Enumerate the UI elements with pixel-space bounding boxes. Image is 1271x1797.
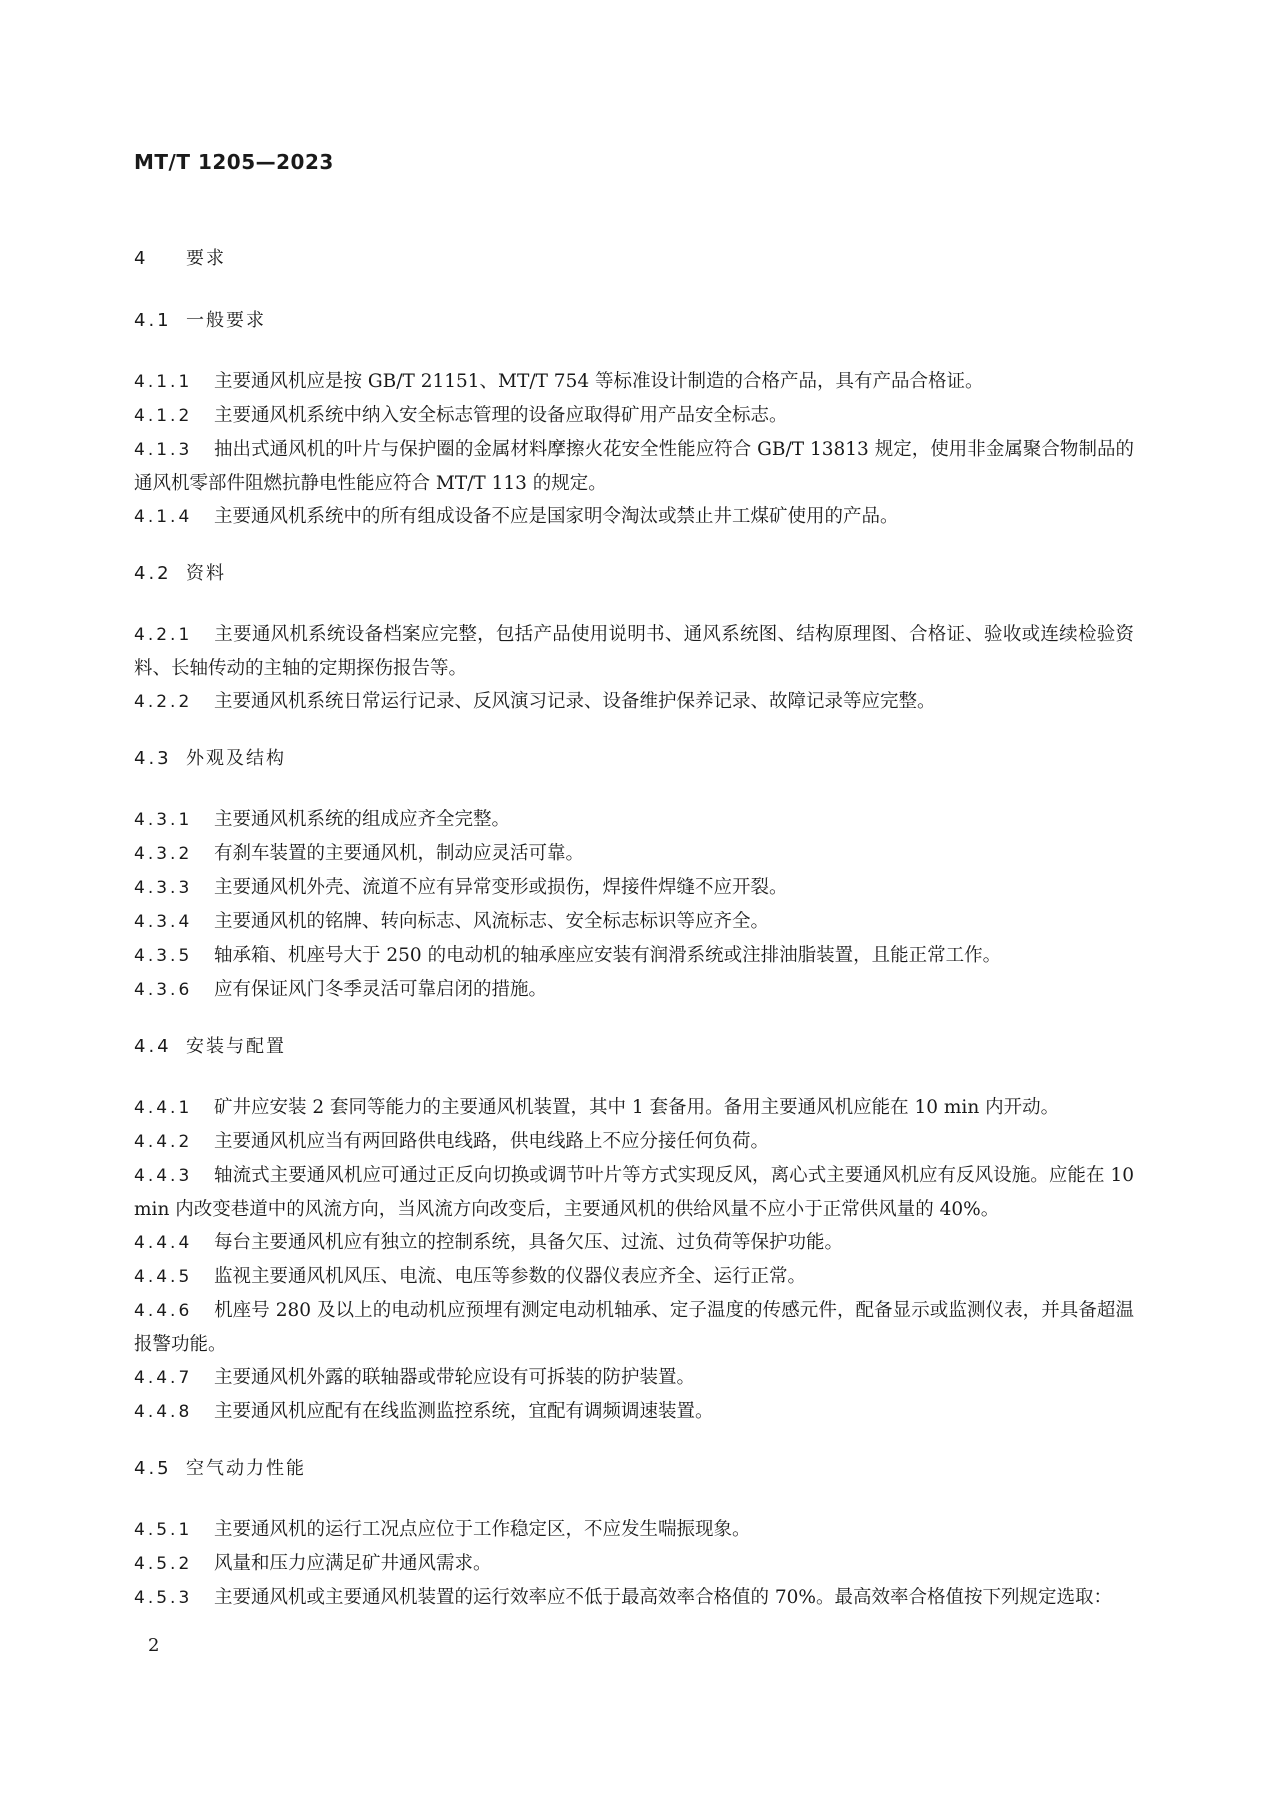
page-number: 2	[148, 1635, 160, 1656]
clause	[134, 433, 1134, 500]
section-title: 资料	[186, 563, 226, 584]
clause	[134, 939, 1134, 973]
clause-number: 4.5.2	[134, 1554, 193, 1574]
chapter-heading	[134, 243, 1134, 275]
clause-text: 有刹车装置的主要通风机，制动应灵活可靠。	[214, 843, 585, 864]
section-heading	[134, 305, 1134, 337]
clause	[134, 1125, 1134, 1159]
clause-text: 主要通风机系统设备档案应完整，包括产品使用说明书、通风系统图、结构原理图、合格证、验收或连续检验资料、长轴传动的主轴的定期探伤报告等。	[134, 624, 1134, 679]
clause-number: 4.1.4	[134, 507, 193, 527]
clause-text: 监视主要通风机风压、电流、电压等参数的仪器仪表应齐全、运行正常。	[214, 1266, 807, 1287]
section-heading	[134, 558, 1134, 590]
clause-number: 4.3.5	[134, 946, 193, 966]
section-number: 4.2	[134, 563, 172, 584]
section-title: 外观及结构	[186, 748, 286, 769]
clause-number: 4.4.5	[134, 1267, 193, 1287]
clause	[134, 803, 1134, 837]
clause-text: 主要通风机系统中纳入安全标志管理的设备应取得矿用产品安全标志。	[214, 405, 788, 426]
section-heading	[134, 1031, 1134, 1063]
clause	[134, 365, 1134, 399]
clause-text: 每台主要通风机应有独立的控制系统，具备欠压、过流、过负荷等保护功能。	[214, 1232, 844, 1253]
clause	[134, 1294, 1134, 1361]
clause	[134, 685, 1134, 719]
section-number: 4.5	[134, 1458, 172, 1479]
clause-number: 4.1.1	[134, 372, 193, 392]
clause-number: 4.2.2	[134, 692, 193, 712]
clause-text: 主要通风机应是按 GB/T 21151、MT/T 754 等标准设计制造的合格产品，具有产品合格证。	[214, 371, 984, 392]
clause	[134, 1361, 1134, 1395]
clause-number: 4.3.1	[134, 810, 193, 830]
section-number: 4.3	[134, 748, 172, 769]
clause	[134, 973, 1134, 1007]
clause-number: 4.5.3	[134, 1588, 193, 1608]
clause-text: 主要通风机系统中的所有组成设备不应是国家明令淘汰或禁止井工煤矿使用的产品。	[214, 506, 899, 527]
clause	[134, 871, 1134, 905]
clause-text: 主要通风机或主要通风机装置的运行效率应不低于最高效率合格值的 70%。最高效率合格值按下列规定选取：	[214, 1587, 1113, 1608]
clause-text: 机座号 280 及以上的电动机应预埋有测定电动机轴承、定子温度的传感元件，配备显示或监测仪表，并具备超温报警功能。	[134, 1300, 1134, 1355]
clause-number: 4.4.4	[134, 1233, 193, 1253]
section-heading	[134, 743, 1134, 775]
clause-text: 主要通风机外壳、流道不应有异常变形或损伤，焊接件焊缝不应开裂。	[214, 877, 788, 898]
section-title: 一般要求	[186, 310, 266, 331]
section-title: 安装与配置	[186, 1036, 286, 1057]
clause-text: 主要通风机外露的联轴器或带轮应设有可拆装的防护装置。	[214, 1367, 696, 1388]
clause-number: 4.1.2	[134, 406, 193, 426]
section-number: 4.4	[134, 1036, 172, 1057]
clause-number: 4.3.2	[134, 844, 193, 864]
clause-number: 4.2.1	[134, 625, 193, 645]
section-number: 4.1	[134, 310, 172, 331]
clause	[134, 837, 1134, 871]
standard-code-header: MT/T 1205—2023	[134, 150, 334, 174]
clause-text: 轴流式主要通风机应可通过正反向切换或调节叶片等方式实现反风，离心式主要通风机应有反风设施。应能在 10 min 内改变巷道中的风流方向，当风流方向改变后，主要通风机的供给风量不应小于正常供风量的 40%。	[134, 1165, 1134, 1220]
clause-text: 风量和压力应满足矿井通风需求。	[214, 1553, 492, 1574]
clause-text: 矿井应安装 2 套同等能力的主要通风机装置，其中 1 套备用。备用主要通风机应能在 10 min 内开动。	[214, 1097, 1060, 1118]
clause-number: 4.4.6	[134, 1301, 193, 1321]
clause	[134, 1260, 1134, 1294]
clause	[134, 1513, 1134, 1547]
clause-text: 主要通风机应配有在线监测监控系统，宜配有调频调速装置。	[214, 1401, 714, 1422]
clause	[134, 618, 1134, 685]
clause-text: 主要通风机应当有两回路供电线路，供电线路上不应分接任何负荷。	[214, 1131, 770, 1152]
clause-text: 主要通风机系统的组成应齐全完整。	[214, 809, 511, 830]
clause	[134, 1226, 1134, 1260]
section-heading	[134, 1453, 1134, 1485]
clause-number: 4.3.6	[134, 980, 193, 1000]
clause	[134, 500, 1134, 534]
clause-number: 4.4.1	[134, 1098, 193, 1118]
clause	[134, 1395, 1134, 1429]
clause-text: 应有保证风门冬季灵活可靠启闭的措施。	[214, 979, 548, 1000]
clause	[134, 1159, 1134, 1226]
clause-number: 4.5.1	[134, 1520, 193, 1540]
clause-text: 主要通风机的铭牌、转向标志、风流标志、安全标志标识等应齐全。	[214, 911, 770, 932]
clause-number: 4.4.2	[134, 1132, 193, 1152]
section-title: 空气动力性能	[186, 1458, 306, 1479]
clause-text: 主要通风机系统日常运行记录、反风演习记录、设备维护保养记录、故障记录等应完整。	[214, 691, 936, 712]
clause-number: 4.4.3	[134, 1166, 193, 1186]
clause-number: 4.4.8	[134, 1402, 193, 1422]
document-body	[134, 243, 1134, 1615]
clause	[134, 399, 1134, 433]
clause	[134, 1091, 1134, 1125]
clause	[134, 1547, 1134, 1581]
chapter-title: 要求	[186, 248, 226, 269]
clause-text: 主要通风机的运行工况点应位于工作稳定区，不应发生喘振现象。	[214, 1519, 751, 1540]
clause-number: 4.4.7	[134, 1368, 193, 1388]
clause-text: 轴承箱、机座号大于 250 的电动机的轴承座应安装有润滑系统或注排油脂装置，且能正常工作。	[214, 945, 1002, 966]
clause	[134, 1581, 1134, 1615]
clause-number: 4.3.3	[134, 878, 193, 898]
clause-text: 抽出式通风机的叶片与保护圈的金属材料摩擦火花安全性能应符合 GB/T 13813 规定，使用非金属聚合物制品的通风机零部件阻燃抗静电性能应符合 MT/T 113 的规定。	[134, 439, 1134, 494]
clause-number: 4.3.4	[134, 912, 193, 932]
chapter-number: 4	[134, 248, 149, 269]
clause-number: 4.1.3	[134, 440, 193, 460]
clause	[134, 905, 1134, 939]
